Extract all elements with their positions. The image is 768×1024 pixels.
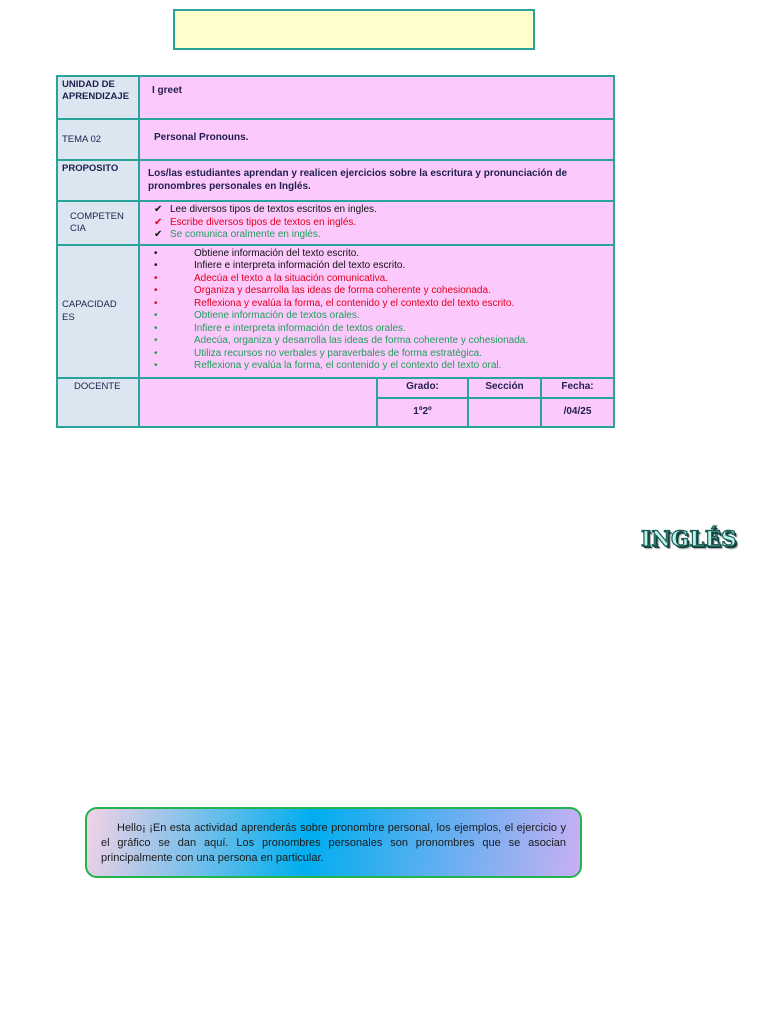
competencia-item: ✔ Escribe diversos tipos de textos en inglés. (154, 216, 357, 228)
unidad-label-cell (57, 76, 139, 119)
grado-value-cell (377, 398, 468, 427)
unidad-label: UNIDAD DE APRENDIZAJE (62, 79, 130, 102)
capacidad-item: • Infiere e interpreta información del texto escrito. (154, 260, 406, 271)
capacidad-label-cell (57, 245, 139, 378)
bullet-icon: • (154, 272, 158, 284)
grado-value: 1º2º (413, 405, 432, 417)
competencia-item: ✔ Lee diversos tipos de textos escritos en ingles. (154, 204, 377, 215)
fecha-value: /04/25 (563, 405, 592, 417)
proposito-value: Los/las estudiantes aprendan y realicen ejercicios sobre la escritura y pronunciación de pronombres personales en Inglés. (148, 168, 568, 192)
capacidad-item: • Organiza y desarrolla las ideas de forma coherente y cohesionada. (154, 285, 491, 296)
capacidad-label: CAPACIDADES (62, 299, 117, 323)
check-icon: ✔ (154, 216, 163, 228)
grado-label: Grado: (406, 380, 439, 392)
check-icon: ✔ (154, 204, 163, 215)
bullet-icon: • (154, 310, 158, 321)
grado-label-cell (377, 378, 468, 398)
capacidad-item: • Adecúa, organiza y desarrolla las ideas de forma coherente y cohesionada. (154, 335, 529, 346)
proposito-label-cell (57, 160, 139, 201)
bullet-icon: • (154, 297, 158, 309)
tema-value-cell (139, 119, 614, 160)
competencia-label-cell (57, 201, 139, 245)
bullet-icon: • (154, 360, 158, 371)
bullet-icon: • (154, 247, 158, 259)
seccion-label-cell (468, 378, 541, 398)
competencia-item: ✔ Se comunica oralmente en inglés. (154, 229, 321, 240)
intro-text: Hello¡ ¡En esta actividad aprenderás sobre pronombre personal, los ejemplos, el ejercicio y el gráfico se dan aquí. Los pronombres personales son pronombres que se asocian principalmente con una persona en particular. (101, 822, 566, 864)
bullet-icon: • (154, 285, 158, 296)
competencias-list (154, 204, 609, 242)
seccion-value-cell (468, 398, 541, 427)
capacidad-item: • Obtiene información de textos orales. (154, 310, 360, 321)
capacidad-item: • Utiliza recursos no verbales y paraverbales de forma estratégica. (154, 347, 482, 359)
subject-title: INGLÉS (641, 526, 737, 551)
capacidad-item: • Reflexiona y evalúa la forma, el contenido y el contexto del texto escrito. (154, 297, 515, 309)
fecha-label-cell (541, 378, 614, 398)
competencia-label: COMPETENCIA (70, 210, 124, 234)
capacidades-cell (139, 245, 614, 378)
proposito-label: PROPOSITO (62, 163, 119, 174)
capacidad-item: • Adecúa el texto a la situación comunicativa. (154, 272, 388, 284)
capacidades-list (152, 248, 609, 373)
seccion-label: Sección (485, 380, 524, 392)
capacidad-item: • Reflexiona y evalúa la forma, el contenido y el contexto del texto oral. (154, 360, 502, 371)
check-icon: ✔ (154, 229, 163, 240)
docente-label: DOCENTE (74, 380, 121, 392)
competencias-cell (139, 201, 614, 245)
tema-label: TEMA 02 (62, 134, 102, 145)
bullet-icon: • (154, 322, 158, 334)
docente-label-cell (57, 378, 139, 427)
tema-label-cell (57, 119, 139, 160)
capacidad-item: • Infiere e interpreta información de textos orales. (154, 322, 406, 334)
unidad-value: I greet (152, 85, 183, 96)
bullet-icon: • (154, 335, 158, 346)
fecha-value-cell (541, 398, 614, 427)
bullet-icon: • (154, 260, 158, 271)
bullet-icon: • (154, 347, 158, 359)
docente-value-cell (139, 378, 377, 427)
capacidad-item: • Obtiene información del texto escrito. (154, 247, 360, 259)
learning-plan-table (56, 75, 615, 428)
proposito-value-cell (139, 160, 614, 201)
document-title-box (173, 9, 535, 50)
intro-speech-bubble (85, 807, 582, 878)
unidad-value-cell (139, 76, 614, 119)
fecha-label: Fecha: (561, 380, 594, 392)
tema-value: Personal Pronouns. (154, 132, 249, 143)
